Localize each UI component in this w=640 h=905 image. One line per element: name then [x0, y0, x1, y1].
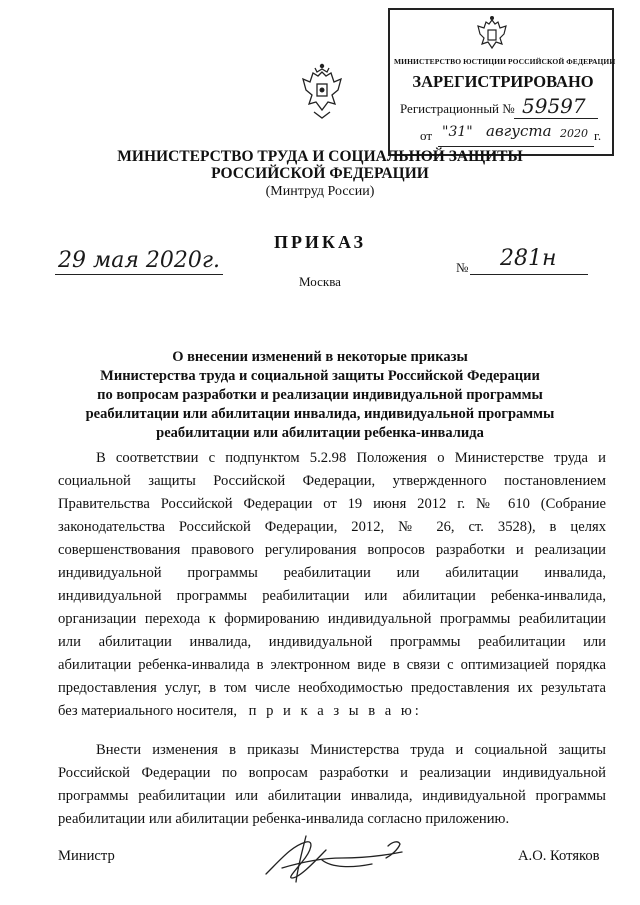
subject-line: О внесении изменений в некоторые приказы	[172, 349, 468, 365]
ministry-short-name: (Минтруд России)	[265, 184, 375, 199]
stamp-reg-number-label: Регистрационный №	[400, 101, 515, 116]
subject-line: по вопросам разработки и реализации индивидуальной программы	[97, 387, 543, 403]
order-number-label: №	[456, 260, 469, 275]
stamp-ministry-name: МИНИСТЕРСТВО ЮСТИЦИИ РОССИЙСКОЙ ФЕДЕРАЦИИ	[394, 57, 616, 66]
order-title: ПРИКАЗ	[273, 232, 367, 252]
order-date: 29 мая 2020г.	[58, 248, 221, 273]
body-line: Внести изменения в приказы Министерства труда и социальной защиты	[96, 742, 606, 758]
body-line: абилитации ребенка-инвалида в электронном виде в связи с оптимизацией порядка	[58, 657, 606, 673]
order-word: п р и к а з ы в а ю:	[248, 703, 422, 719]
body-line: реабилитации или абилитации ребенка-инвалида согласно приложению.	[58, 811, 510, 827]
order-number: 281н	[500, 246, 557, 271]
signatory-title: Министр	[58, 848, 115, 864]
subject-line: Министерства труда и социальной защиты Российской Федерации	[100, 368, 540, 384]
body-line: организации перехода к формированию индивидуальной программы реабилитации	[58, 611, 606, 627]
signatory-name: А.О. Котяков	[518, 848, 600, 864]
body-line: законодательства Российской Федерации, 2012, № 26, ст. 3528), в целях	[58, 519, 606, 535]
double-headed-eagle-icon	[300, 62, 344, 120]
subject-line: реабилитации или абилитации ребенка-инвалида	[156, 425, 484, 441]
eagle-emblem-icon	[472, 14, 512, 54]
subject-line: реабилитации или абилитации инвалида, индивидуальной программы	[85, 406, 555, 422]
stamp-from-label: от	[420, 128, 433, 143]
body-line: В соответствии с подпунктом 5.2.98 Положения о Министерстве труда и	[96, 450, 606, 466]
ministry-name-line1: МИНИСТЕРСТВО ТРУДА И СОЦИАЛЬНОЙ ЗАЩИТЫ	[117, 148, 523, 165]
body-line: Правительства Российской Федерации от 19 июня 2012 г. № 610 (Собрание	[58, 496, 606, 512]
stamp-date-underline	[438, 146, 594, 147]
body-line	[58, 701, 606, 721]
stamp-registered-label: ЗАРЕГИСТРИРОВАНО	[412, 72, 594, 91]
stamp-reg-number: 59597	[522, 94, 586, 118]
body-line: индивидуальной программы реабилитации или абилитации ребенка-инвалида,	[58, 588, 606, 604]
registration-stamp	[388, 8, 614, 156]
ministry-name-line2: РОССИЙСКОЙ ФЕДЕРАЦИИ	[211, 165, 429, 182]
body-line: предоставления услуг, в том числе необходимостью предоставления их результата	[58, 680, 606, 696]
body-line: программы реабилитации или абилитации инвалида, индивидуальной программы	[58, 788, 606, 804]
body-line: совершенствования правового регулирования вопросов разработки и реализации	[58, 542, 606, 558]
body-line: индивидуальной программы реабилитации или абилитации инвалида,	[58, 565, 606, 581]
body-line-text: без материального носителя,	[58, 703, 237, 719]
stamp-year: 2020	[560, 127, 588, 140]
handwritten-signature	[262, 828, 422, 888]
stamp-reg-number-underline	[514, 118, 598, 119]
stamp-year-suffix: г.	[594, 128, 602, 143]
body-line: или абилитации инвалида, индивидуальной программы реабилитации или	[58, 634, 606, 650]
stamp-day: "31"	[442, 124, 473, 140]
stamp-month: августа	[486, 122, 552, 140]
body-line: Российской Федерации по вопросам разработки и реализации индивидуальной	[58, 765, 606, 781]
body-line: социальной защиты Российской Федерации, утвержденного постановлением	[58, 473, 606, 489]
order-city: Москва	[299, 274, 341, 289]
